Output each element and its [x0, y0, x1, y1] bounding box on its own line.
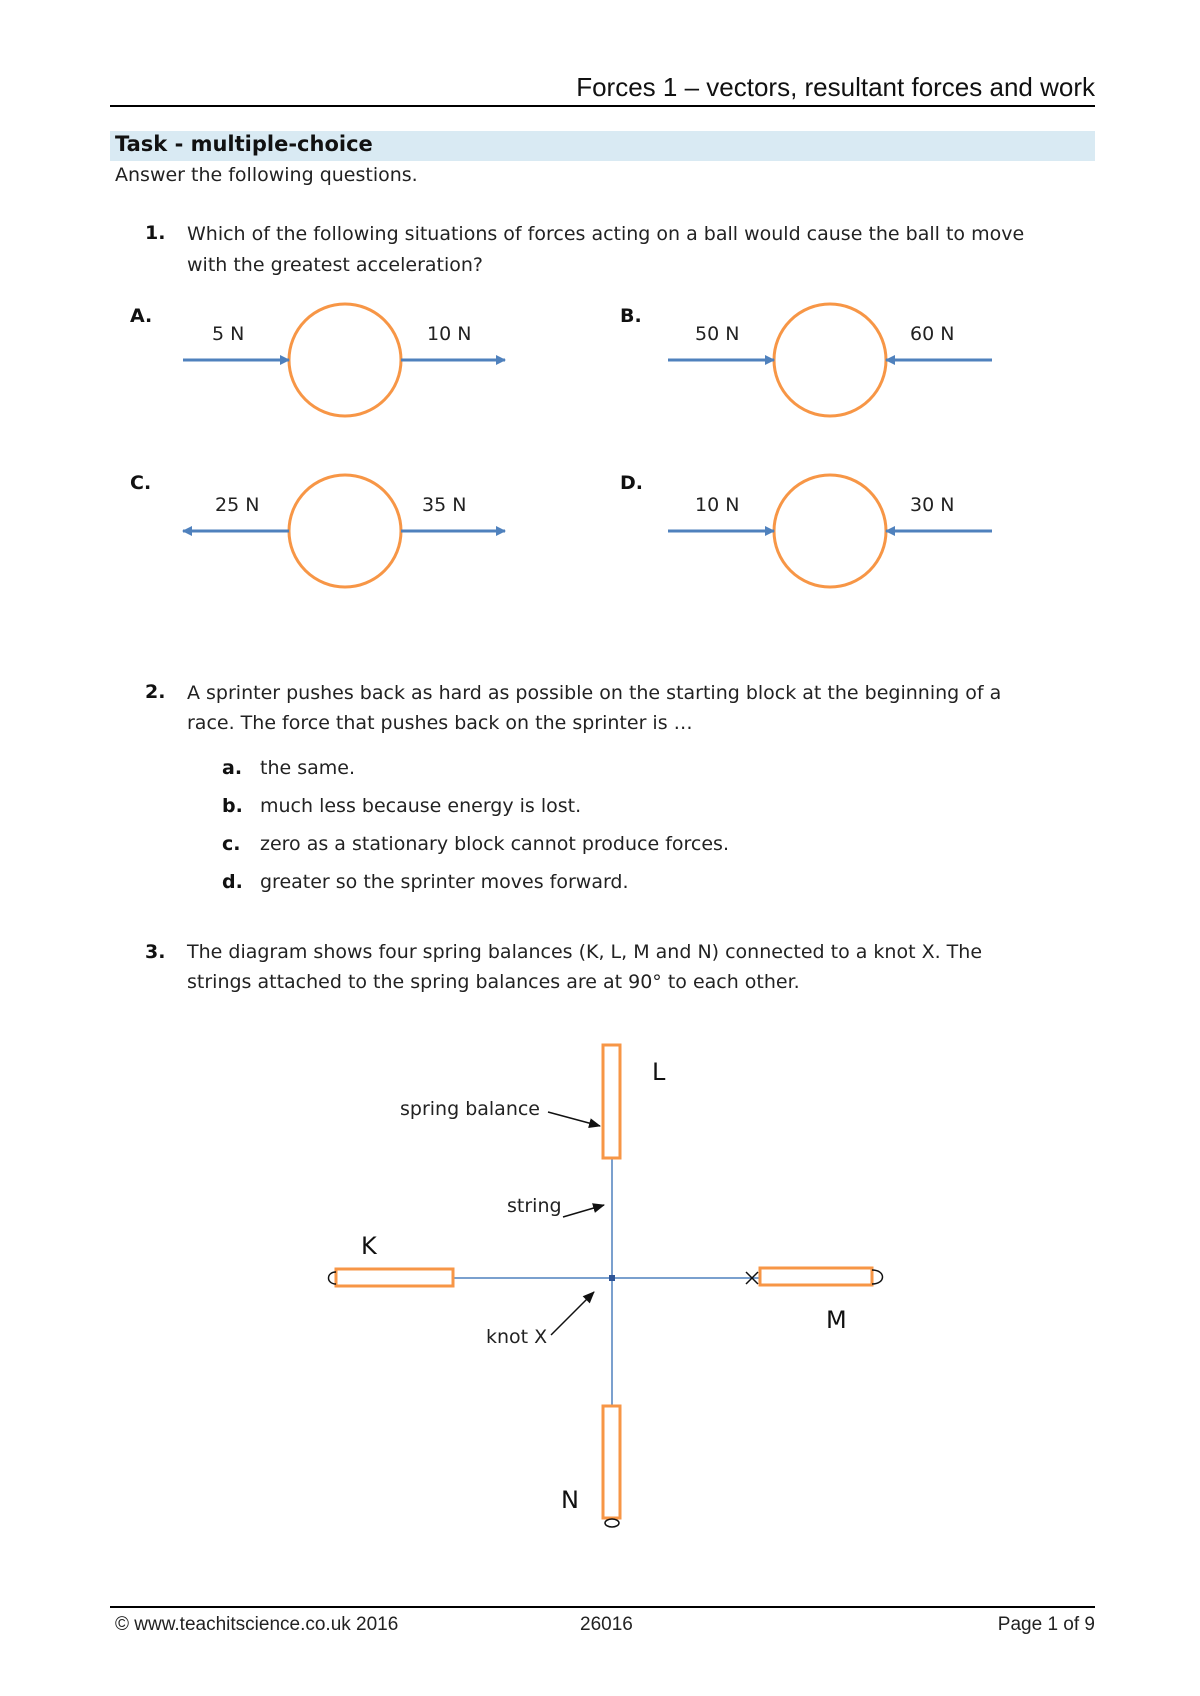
answer-d-letter: d. [222, 871, 243, 893]
footer-copyright: © www.teachitscience.co.uk 2016 [115, 1614, 399, 1635]
option-c-letter: C. [130, 472, 152, 494]
question-2-number: 2. [145, 681, 166, 703]
option-c-ball [289, 475, 401, 587]
option-b-right-force: 60 N [910, 323, 955, 345]
spring-balance-n-hook [605, 1519, 619, 1527]
option-d-diagram [668, 475, 992, 587]
option-c-left-force: 25 N [215, 494, 260, 516]
spring-balance-pointer [548, 1112, 600, 1126]
option-b-ball [774, 304, 886, 416]
option-a-letter: A. [130, 305, 153, 327]
label-l: L [652, 1058, 666, 1086]
question-2-text-line2: race. The force that pushes back on the sprinter is … [187, 712, 693, 734]
knot-label: knot X [486, 1326, 548, 1348]
question-1-text-line2: with the greatest acceleration? [187, 254, 484, 276]
string-pointer [563, 1205, 604, 1217]
spring-balance-n [603, 1406, 620, 1518]
answer-c-letter: c. [222, 833, 241, 855]
spring-balance-label: spring balance [400, 1098, 540, 1120]
option-b-left-force: 50 N [695, 323, 740, 345]
option-a-right-force: 10 N [427, 323, 472, 345]
option-d-ball [774, 475, 886, 587]
answer-a-letter: a. [222, 757, 243, 779]
option-d-left-force: 10 N [695, 494, 740, 516]
footer-code: 26016 [580, 1614, 633, 1635]
label-m: M [826, 1306, 847, 1334]
footer-divider [110, 1606, 1095, 1608]
answer-a-text: the same. [260, 757, 355, 779]
label-n: N [561, 1486, 579, 1514]
footer-page-number: Page 1 of 9 [997, 1614, 1095, 1635]
task-instruction: Answer the following questions. [115, 164, 418, 186]
knot-x [609, 1275, 615, 1281]
task-heading: Task - multiple-choice [115, 132, 373, 156]
question-1-number: 1. [145, 222, 166, 244]
option-d-letter: D. [620, 472, 643, 494]
answer-b-letter: b. [222, 795, 243, 817]
spring-balance-m [760, 1268, 872, 1285]
option-c-diagram [183, 475, 505, 587]
option-a-left-force: 5 N [212, 323, 245, 345]
question-3-number: 3. [145, 941, 166, 963]
spring-balance-k [336, 1269, 453, 1286]
page-header-title: Forces 1 – vectors, resultant forces and work [576, 72, 1095, 102]
question-3-text-line1: The diagram shows four spring balances (K, L, M and N) connected to a knot X. The [187, 941, 983, 963]
answer-c-text: zero as a stationary block cannot produce forces. [260, 833, 729, 855]
option-b-diagram [668, 304, 992, 416]
option-a-ball [289, 304, 401, 416]
label-k: K [361, 1232, 377, 1260]
question-3-text-line2: strings attached to the spring balances are at 90° to each other. [187, 971, 800, 993]
question-1-text-line1: Which of the following situations of forces acting on a ball would cause the ball to move [187, 223, 1025, 245]
answer-d-text: greater so the sprinter moves forward. [260, 871, 629, 893]
spring-balance-l [603, 1045, 620, 1158]
option-d-right-force: 30 N [910, 494, 955, 516]
string-label: string [507, 1195, 562, 1217]
option-b-letter: B. [620, 305, 642, 327]
spring-balance-m-hook [872, 1270, 883, 1284]
question-2-text-line1: A sprinter pushes back as hard as possible on the starting block at the beginning of a [187, 682, 1002, 704]
knot-pointer [551, 1292, 594, 1335]
answer-b-text: much less because energy is lost. [260, 795, 582, 817]
option-c-right-force: 35 N [422, 494, 467, 516]
option-a-diagram [183, 304, 505, 416]
